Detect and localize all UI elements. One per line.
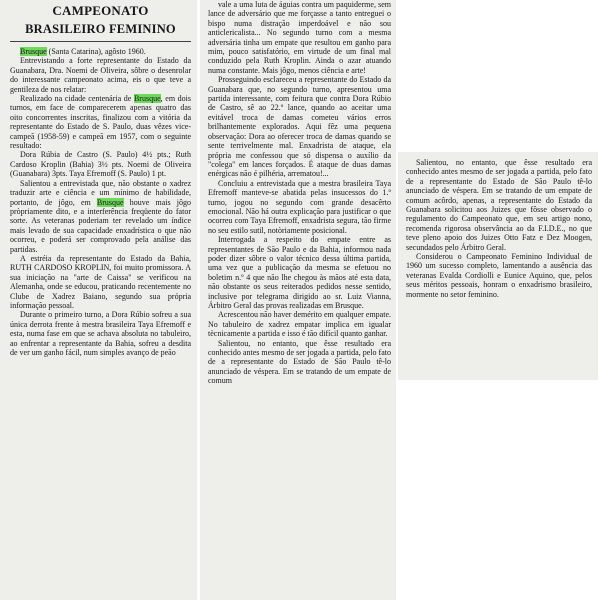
- dateline: [10, 47, 191, 56]
- results-paragraph: Dora Rúbia de Castro (S. Paulo) 4½ pts.; Ruth Cardoso Kroplin (Bahia) 3½ pts. Noemi de Oliveira (Guanabara) 3pts. Taya Efremoff (S. Paulo) 1 pt.: [10, 150, 191, 179]
- paragraph-text: Realizado na cidade centenária de: [20, 94, 134, 104]
- highlighted-word: Brusque: [133, 94, 161, 104]
- paragraph: Salientou, no entanto, que êsse resultado era conhecido antes mesmo de ser jogada a partida, pelo fato de a representante do Estado de São Paulo tê-lo anunciado de véspera. Em se tratando de um empate de comum: [208, 338, 391, 386]
- paragraph: [10, 179, 191, 254]
- highlighted-word: Brusque: [96, 197, 124, 207]
- paragraph: Entrevistando a forte representante do Estado da Guanabara, Dra. Noemi de Oliveira, sôbre o desenrolar do interessante campeonato acima, eis o que teve a gentileza de nos relatar:: [10, 56, 191, 94]
- headline-line-1: CAMPEONATO: [52, 3, 149, 18]
- paragraph: Prosseguindo esclareceu a representante do Estado da Guanabara que, no segundo turno, apresentou uma partida interessante, com feitura que contra Dora Rúbio de Castro, sê ao 22.º lance, quando ao aceitar uma evitável troca de damas cometeu vários erros brilhantemente explorados. Aqui fêz uma pequena observação: Dora ao oferecer troca de damas quando se sente terrivelmente mal. Enxadrista de ataque, ela própria me confessou que só dispensa o auxílio da "colega" em lances forçados. É ataque de duas damas enérgicas não é pilhéria, arrematou!...: [208, 75, 391, 179]
- paragraph: Interrogada a respeito do empate entre as representantes de São Paulo e da Bahia, informou nada poder dizer sôbre o valor técnico dessa última partida, uma vez que a publicação da mesma se efetuou no boletim n.º 4 que não lhe chegou às mãos até esta data, não obstante os seus reiterados pedidos nesse sentido, inclusive por telegrama dirigido ao sr. Luiz Vianna, Árbitro Geral das provas realizadas em Brusque.: [208, 235, 391, 310]
- paragraph-text: , em dois turnos, em face de comparecerem apenas quatro das oito concorrentes inscritas, finalizou com a vitória da representante do Estado de S. Paulo, duas vêzes vice-campeã (1958-59) e campeã em 1957, com o seguinte resultado:: [10, 94, 192, 151]
- article-column-1: [0, 0, 198, 600]
- paragraph-text: Salientou a entrevistada que, não obstante o xadrez traduzir arte e ciência e um mínimo de habilidade, portanto, de jôgo, em: [10, 178, 191, 207]
- paragraph: Salientou, no entanto, que êsse resultado era conhecido antes mesmo de ser jogada a partida, pelo fato de a representante do Estado de São Paulo tê-lo anunciado de véspera. Em se tratando de um empate de comum acôrdo, apenas, a representante do Estado da Guanabara solicitou aos Juizes que fôsse observado o regulamento do Campeonato que, em seu artigo nono, recomenda rigorosa observância ao da F.I.D.E., no que teve pleno apoio dos Juizes Otto Fatz e Dez Moogen, secundados pelo Árbitro Geral.: [406, 158, 592, 252]
- paragraph: Considerou o Campeonato Feminino Individual de 1960 um sucesso completo, lamentando a ausência das veteranas Evalda Cordiolli e Eunice Aquino, que, pelos seus méritos pessoais, honram o enxadrismo brasileiro, mormente no setor feminino.: [406, 252, 592, 299]
- paragraph: Durante o primeiro turno, a Dora Rúbio sofreu a sua única derrota frente à mestra brasileira Taya Efremoff e esta, numa fase em que se achava absoluta no tabuleiro, ao enfrentar a representante da Bahia, sofreu a desdita de ver um ganho fácil, num simples avanço de peão: [10, 310, 191, 357]
- highlighted-word: Brusque: [20, 47, 47, 56]
- article-column-3-clipping: [398, 152, 598, 380]
- headline-line-2: BRASILEIRO FEMININO: [10, 22, 191, 42]
- paragraph: Concluiu a entrevistada que a mestra brasileira Taya Efremoff manteve-se abatida pelas insucessos do 1.º turno, jogou no segundo com grande desacêrto emocional. Não há outra explicação para justificar o que ocorreu com Taya Efremoff, enxadrista segura, tão firme no seu estilo sutil, notòriamente posicional.: [208, 178, 391, 235]
- paragraph-text: houve mais jôgo pròpriamente dito, e a interferência freqüente do fator sorte. As veteranas poderiam ter revelado um índice mais levado de sua capacidade enxadrística o que não ocorreu, e poderá ser comprovado pela análise das partidas.: [10, 197, 191, 254]
- dateline-text: (Santa Catarina), agôsto 1960.: [46, 47, 146, 56]
- paragraph: vale a uma luta de águias contra um paquiderme, sem lance de adversário que me forçasse a tanto entreguei o bispo numa distração imperdoável e não sou anticlericalista... No segundo turno com a mesma adversária tinha um empate que resultou em ganho para mim, pouco satisfatório, em virtude de um final mal conduzido pela Ruth Kroplin. Ainda o azar atuando numa constante. Mais jôgo, menos ciência e arte!: [208, 0, 391, 75]
- paragraph: A estréia da representante do Estado da Bahia, RUTH CARDOSO KROPLIN, foi muito promissora. A sua iniciação na "arte de Caissa" se verificou na Alemanha, onde se educou, praticando recentemente no Clube de Xadrez Baiano, segundo sua própria informação pessoal.: [10, 253, 191, 310]
- article-column-2: [200, 0, 396, 600]
- paragraph: [10, 94, 191, 150]
- paragraph: Acrescentou não haver demérito em qualquer empate. No tabuleiro de xadrez empatar implica em igualar tècnicamente a partida e isso é tão difícil quanto ganhar.: [208, 310, 391, 339]
